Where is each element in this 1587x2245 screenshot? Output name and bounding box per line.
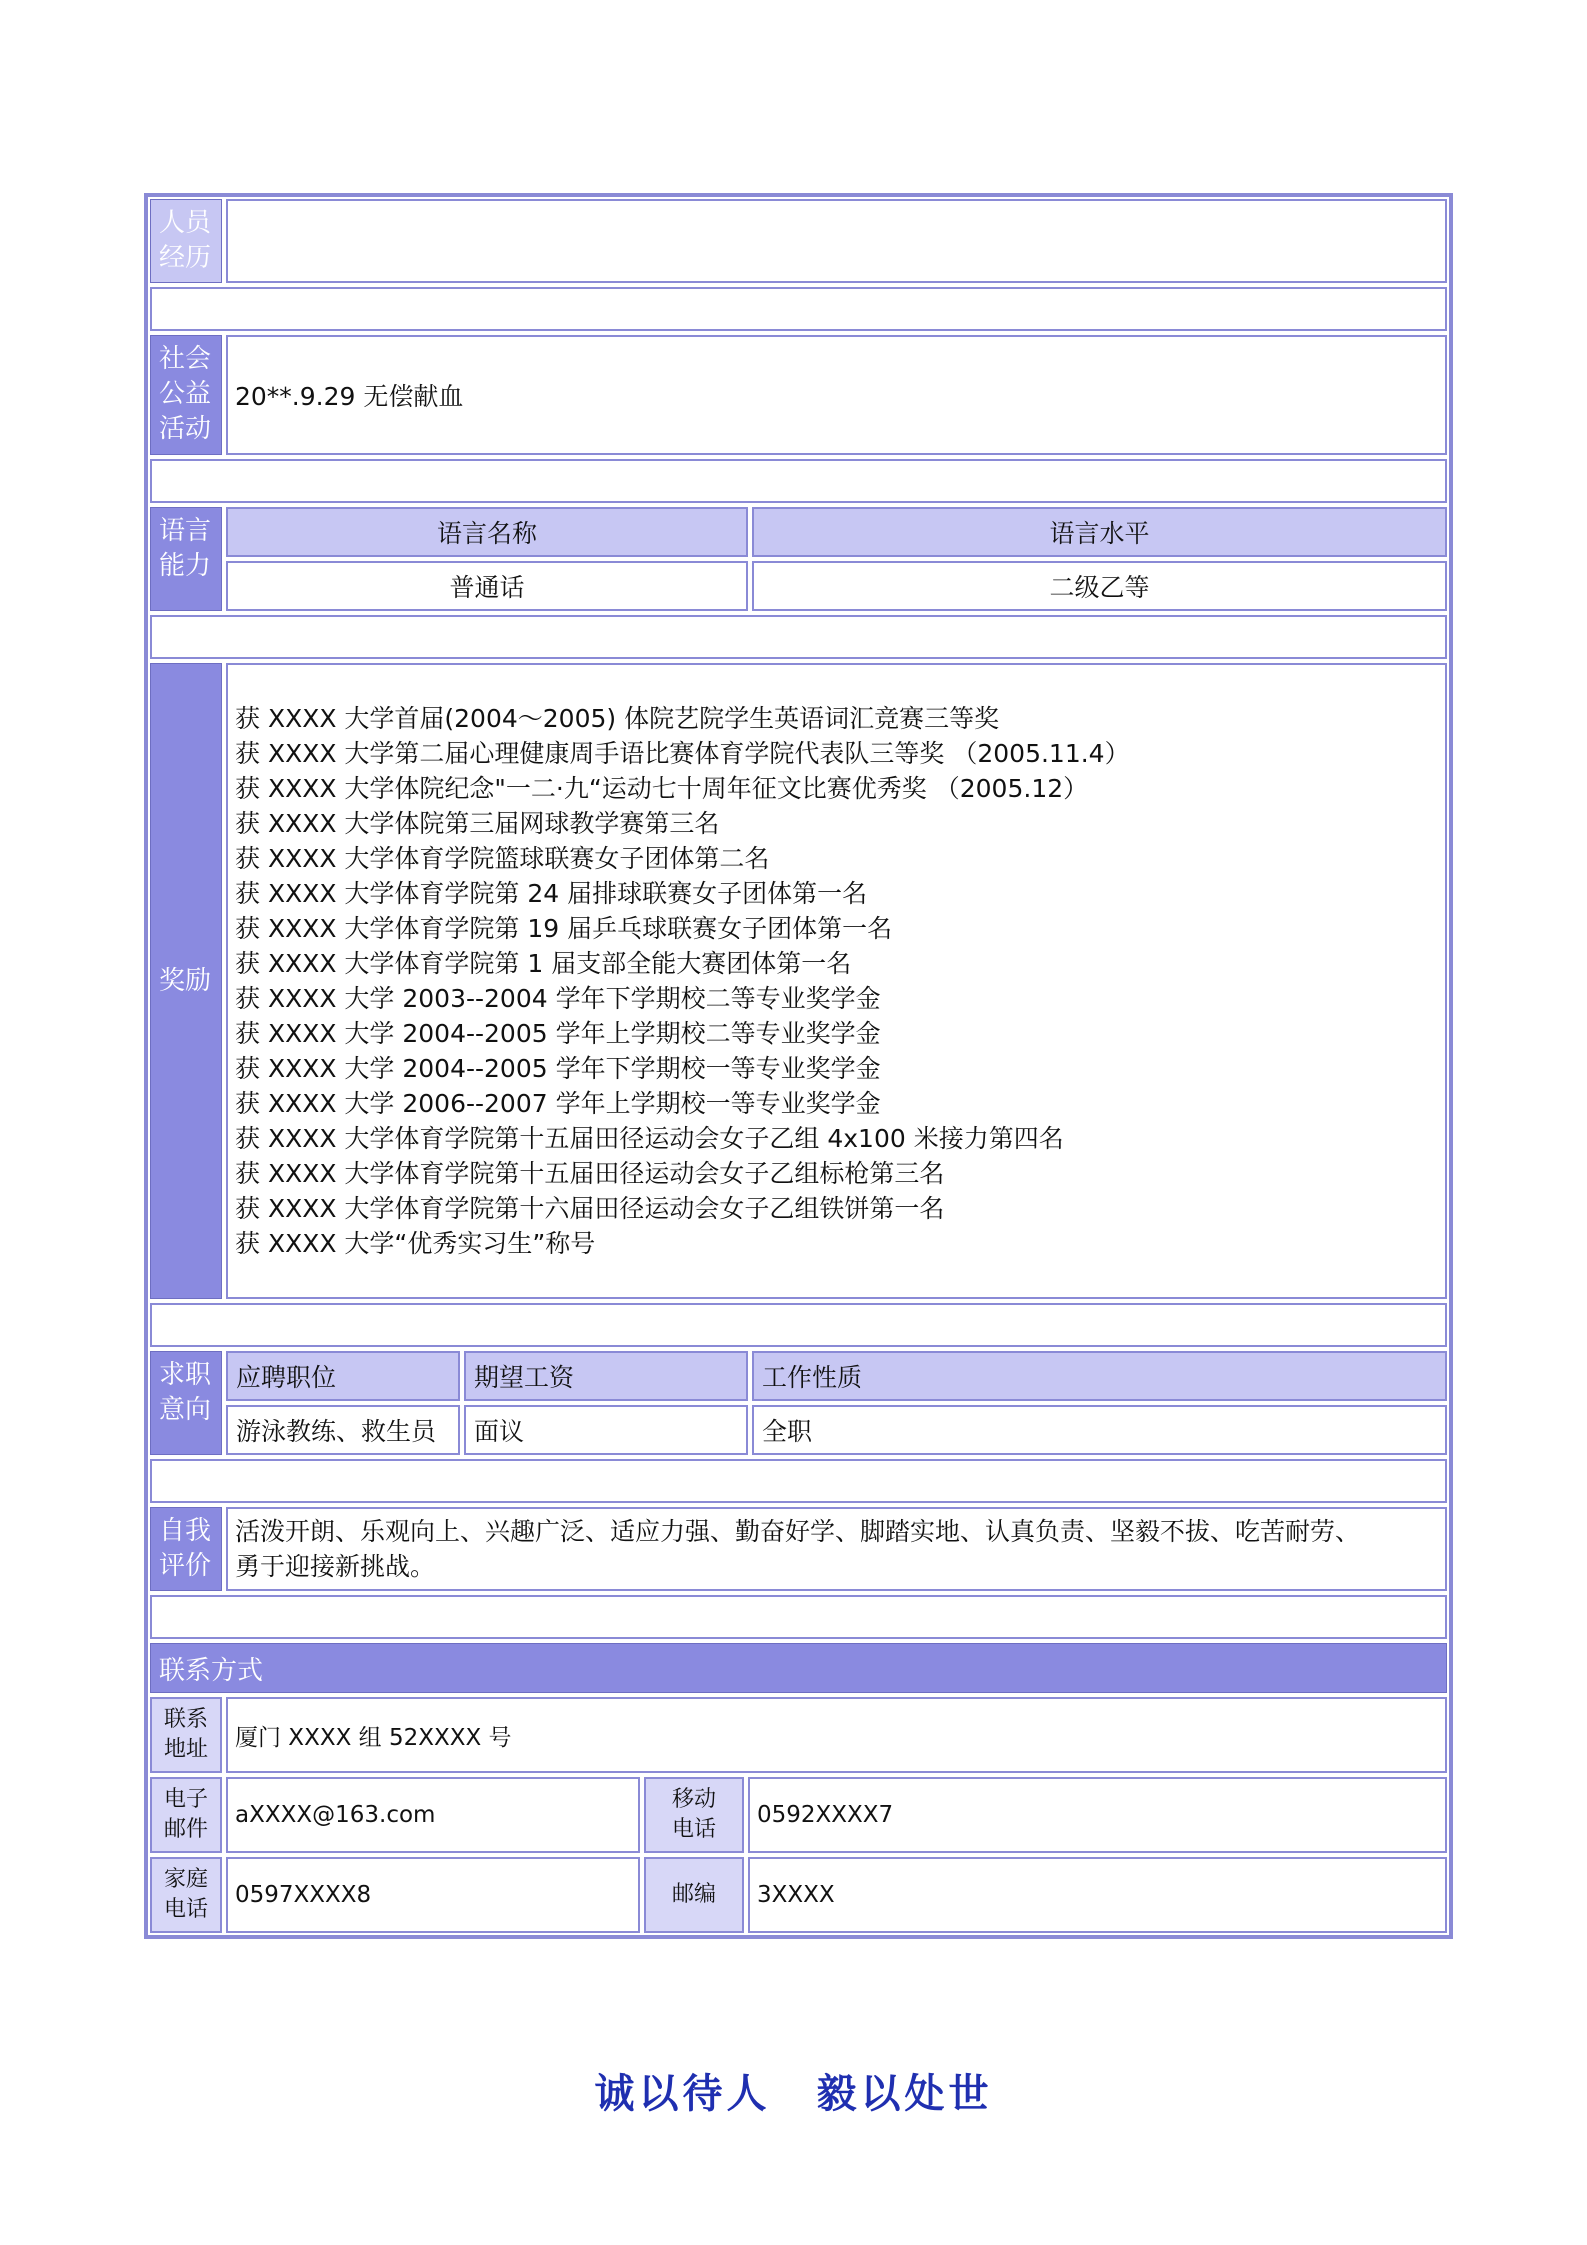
award-item: 获 XXXX 大学体育学院第 24 届排球联赛女子团体第一名 [235,879,868,908]
award-item: 获 XXXX 大学体育学院第 1 届支部全能大赛团体第一名 [235,949,852,978]
language-level-header: 语言水平 [752,507,1447,557]
self-eval-row [150,1507,1447,1591]
postcode-value: 3XXXX [748,1857,1447,1933]
award-item: 获 XXXX 大学 2004--2005 学年下学期校一等专业奖学金 [235,1054,881,1083]
award-item: 获 XXXX 大学“优秀实习生”称号 [235,1229,596,1258]
language-name-cell: 普通话 [226,561,748,611]
job-intent-label: 求职 意向 [150,1351,222,1455]
award-item: 获 XXXX 大学体育学院第 19 届乒乓球联赛女子团体第一名 [235,914,893,943]
job-intent-row [150,1351,1447,1455]
public-welfare-row [150,335,1447,455]
language-grid [226,507,1447,611]
email-mobile-row [150,1777,1447,1853]
address-value: 厦门 XXXX 组 52XXXX 号 [226,1697,1447,1773]
postcode-label: 邮编 [644,1857,744,1933]
email-value: aXXXX@163.com [226,1777,640,1853]
award-item: 获 XXXX 大学体院第三届网球教学赛第三名 [235,809,720,838]
awards-row [150,663,1447,1299]
motto-part: 诚以待人 [594,2070,771,2117]
awards-label: 奖励 [150,663,222,1299]
job-intent-grid [226,1351,1447,1455]
award-item: 获 XXXX 大学第二届心理健康周手语比赛体育学院代表队三等奖 （2005.11.4） [235,739,1130,768]
self-eval-label: 自我 评价 [150,1507,222,1591]
motto-part: 毅以处世 [816,2070,993,2117]
resume-table [144,193,1453,1939]
self-eval-line: 活泼开朗、乐观向上、兴趣广泛、适应力强、勤奋好学、脚踏实地、认真负责、坚毅不拔、吃苦耐劳、 [235,1517,1361,1546]
email-label: 电子 邮件 [150,1777,222,1853]
address-row [150,1697,1447,1773]
spacer [150,287,1447,331]
position-value: 游泳教练、救生员 [226,1405,460,1455]
motto [0,2062,1587,2119]
home-phone-label: 家庭 电话 [150,1857,222,1933]
award-item: 获 XXXX 大学体院纪念"一二·九“运动七十周年征文比赛优秀奖 （2005.12） [235,774,1089,803]
self-eval-content [226,1507,1447,1591]
salary-header: 期望工资 [464,1351,748,1401]
award-item: 获 XXXX 大学体育学院第十五届田径运动会女子乙组标枪第三名 [235,1159,945,1188]
address-label: 联系 地址 [150,1697,222,1773]
spacer [150,1595,1447,1639]
position-header: 应聘职位 [226,1351,460,1401]
spacer [150,1459,1447,1503]
contact-section-title: 联系方式 [150,1643,1447,1693]
language-row [150,507,1447,611]
award-item: 获 XXXX 大学 2006--2007 学年上学期校一等专业奖学金 [235,1089,881,1118]
public-welfare-label: 社会 公益 活动 [150,335,222,455]
language-level-cell: 二级乙等 [752,561,1447,611]
spacer [150,1303,1447,1347]
spacer [150,615,1447,659]
spacer [150,459,1447,503]
self-eval-line: 勇于迎接新挑战。 [235,1552,436,1581]
public-welfare-content: 20**.9.29 无偿献血 [226,335,1447,455]
salary-value: 面议 [464,1405,748,1455]
award-item: 获 XXXX 大学体育学院第十六届田径运动会女子乙组铁饼第一名 [235,1194,945,1223]
experience-label: 人员 经历 [150,199,222,283]
awards-list [235,701,1130,1261]
home-phone-value: 0597XXXX8 [226,1857,640,1933]
award-item: 获 XXXX 大学 2003--2004 学年下学期校二等专业奖学金 [235,984,881,1013]
job-type-value: 全职 [752,1405,1447,1455]
award-item: 获 XXXX 大学首届(2004～2005) 体院艺院学生英语词汇竞赛三等奖 [235,704,1000,733]
experience-row [150,199,1447,283]
award-item: 获 XXXX 大学 2004--2005 学年上学期校二等专业奖学金 [235,1019,881,1048]
mobile-label: 移动 电话 [644,1777,744,1853]
job-type-header: 工作性质 [752,1351,1447,1401]
language-label: 语言 能力 [150,507,222,611]
language-name-header: 语言名称 [226,507,748,557]
mobile-value: 0592XXXX7 [748,1777,1447,1853]
award-item: 获 XXXX 大学体育学院第十五届田径运动会女子乙组 4x100 米接力第四名 [235,1124,1064,1153]
awards-content [226,663,1447,1299]
award-item: 获 XXXX 大学体育学院篮球联赛女子团体第二名 [235,844,770,873]
experience-content [226,199,1447,283]
phone-postcode-row [150,1857,1447,1933]
